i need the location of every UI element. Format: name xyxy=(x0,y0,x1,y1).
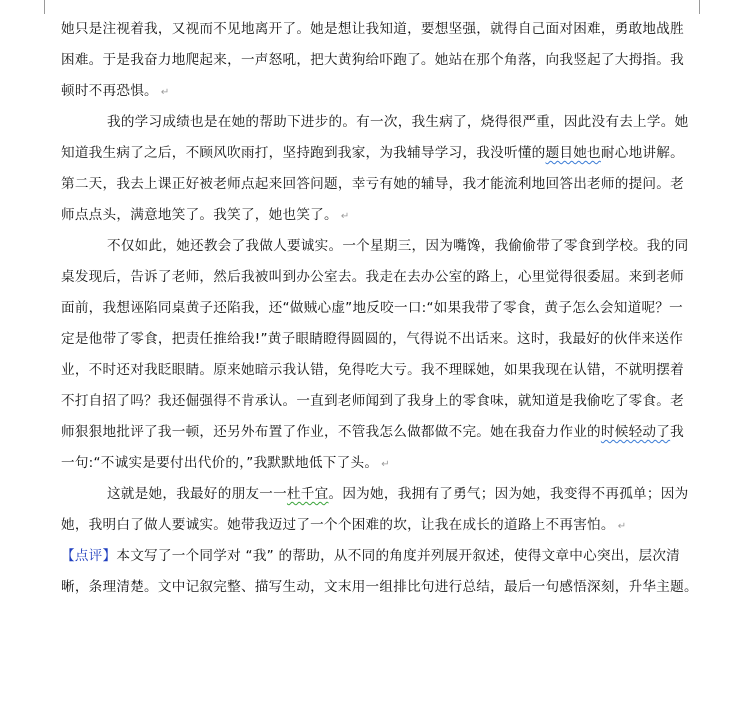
text-line: 她只是注视着我，又视而不见地离开了。她是想让我知道，要想坚强，就得自己面对困难，勇敢地战胜 xyxy=(61,21,684,37)
grammar-flag: 时候轻动了 xyxy=(600,424,671,440)
text-line xyxy=(61,544,701,575)
text-run: 师点点头，满意地笑了。我笑了，她也笑了。 xyxy=(61,207,338,223)
text-run: 这就是她，我最好的朋友一一 xyxy=(107,486,287,502)
page-crop-mark-left xyxy=(44,0,45,14)
document-body xyxy=(61,17,701,606)
grammar-flag: 题目她也 xyxy=(545,145,601,161)
text-line: 定是他带了零食，把责任推给我!”黄子眼睛瞪得圆圆的，气得说不出话来。这时，我最好的伙伴来送作 xyxy=(61,331,684,347)
text-line: 不打自招了吗？我还倔强得不肯承认。一直到老师闻到了我身上的零食味，就知道是我偷吃了零食。老 xyxy=(61,393,684,409)
text-line: 面前，我想诬陷同桌黄子还陷我，还“做贼心虚”地反咬一口:“如果我带了零食，黄子怎么会知道呢？一 xyxy=(61,300,683,316)
paragraph-mark-icon: ↵ xyxy=(617,521,627,532)
text-run: 师狠狠地批评了我一顿，还另外布置了作业，不管我怎么做都做不完。她在我奋力作业的 xyxy=(61,424,601,440)
paragraph-2 xyxy=(61,110,701,234)
text-run: 顿时不再恐惧。 xyxy=(61,83,158,99)
text-line xyxy=(61,141,701,172)
paragraph-3 xyxy=(61,234,701,482)
text-line xyxy=(61,420,701,451)
paragraph-mark-icon: ↵ xyxy=(381,459,390,470)
text-line: 晰，条理清楚。文中记叙完整、描写生动，文末用一组排比句进行总结，最后一句感悟深刻，升华主题。 xyxy=(61,579,698,595)
paragraph-mark-icon: ↵ xyxy=(160,87,170,98)
paragraph-mark-icon: ↵ xyxy=(340,211,350,222)
text-line xyxy=(61,79,701,110)
spelling-flag: 杜千宜 xyxy=(286,486,329,502)
text-line xyxy=(61,451,701,482)
paragraph-1 xyxy=(61,17,701,110)
comment-label: 【点评】 xyxy=(61,548,117,564)
text-line: 不仅如此，她还教会了我做人要诚实。一个星期三，因为嘴馋，我偷偷带了零食到学校。我的同 xyxy=(107,238,689,254)
text-line xyxy=(61,513,701,544)
text-run: 一句:“不诚实是要付出代价的，”我默默地低下了头。 xyxy=(61,455,379,471)
text-line: 桌发现后，告诉了老师，然后我被叫到办公室去。我走在去办公室的路上，心里觉得很委屈。来到老师 xyxy=(61,269,684,285)
text-run: 。因为她，我拥有了勇气；因为她，我变得不再孤单；因为 xyxy=(328,486,689,502)
text-run: 我 xyxy=(670,424,684,440)
comment-paragraph xyxy=(61,544,701,606)
text-run: 本文写了一个同学对 “我” 的帮助，从不同的角度并列展开叙述，使得文章中心突出，层次清 xyxy=(116,548,681,564)
page-crop-mark-right xyxy=(699,0,700,14)
text-run: 耐心地讲解。 xyxy=(600,145,684,161)
text-line: 业，不时还对我眨眼睛。原来她暗示我认错，免得吃大亏。我不理睬她，如果我现在认错，不就明摆着 xyxy=(61,362,684,378)
text-line: 第二天，我去上课正好被老师点起来回答问题，幸亏有她的辅导，我才能流利地回答出老师的提问。老 xyxy=(61,176,684,192)
text-line xyxy=(61,482,701,513)
text-line: 困难。于是我奋力地爬起来，一声怒吼，把大黄狗给吓跑了。她站在那个角落，向我竖起了大拇指。我 xyxy=(61,52,684,68)
text-line xyxy=(61,203,701,234)
text-run: 她，我明白了做人要诚实。她带我迈过了一个个困难的坎，让我在成长的道路上不再害怕。 xyxy=(61,517,615,533)
text-run: 知道我生病了之后，不顾风吹雨打，坚持跑到我家，为我辅导学习，我没听懂的 xyxy=(61,145,546,161)
paragraph-4 xyxy=(61,482,701,544)
text-line: 我的学习成绩也是在她的帮助下进步的。有一次，我生病了，烧得很严重，因此没有去上学。她 xyxy=(107,114,689,130)
